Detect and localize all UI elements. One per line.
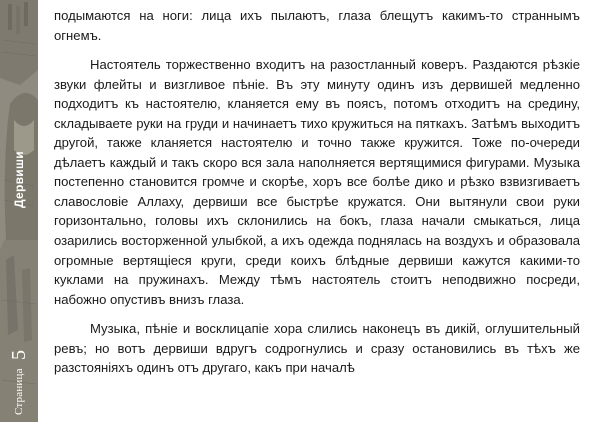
page-number-label (4, 335, 34, 415)
section-title: Дервиши (12, 151, 26, 209)
paragraph: подымаются на ноги: лица ихъ пылаютъ, глаза блещутъ какимъ-то страннымъ огнемъ. (54, 8, 580, 43)
article-body (54, 6, 580, 388)
page-word: Страница (13, 368, 25, 415)
page-number: 5 (8, 350, 30, 361)
paragraph: Настоятель торжественно входитъ на разостланный коверъ. Раздаются рѣзкіе звуки флейты и визгливое пѣніе. Въ эту минуту одинъ изъ дервишей медленно подходитъ къ настоятелю, кланяется ему въ поясъ, потомъ отходитъ на средину, складываете руки на груди и начинаетъ тихо кружиться на пяткахъ. Затѣмъ выходитъ другой, также кланяется настоятелю и точно также кружится. Тоже по-очереди дѣлаетъ каждый и такъ скоро вся зала наполняется вертящимися фигурами. Музыка постепенно становится громче и скорѣе, хоръ все болѣе дико и рѣзко взвизгиваетъ славословіе Аллаху, дервиши все быстрѣе кружатся. Они вытянули свои руки горизонтально, головы ихъ склонились на бокъ, глаза начали смыкаться, лица озарились восторженной улыбкой, а ихъ одежда поднялась на воздухъ и образовала огромные вертящіеся круги, среди коихъ блѣдные дервиши кажутся какими-то куклами на пружинахъ. Между тѣмъ настоятель стоитъ неподвижно посреди, набожно опустивъ внизъ глаза. (54, 57, 580, 307)
sidebar-strip (0, 0, 38, 422)
paragraph: Музыка, пѣніе и восклицапіе хора слились наконецъ въ дикій, оглушительный ревъ; но вотъ дервиши вдругъ содрогнулись и сразу остановились въ тѣхъ же разстояніяхъ одинъ отъ другаго, какъ при началѣ (54, 321, 580, 376)
